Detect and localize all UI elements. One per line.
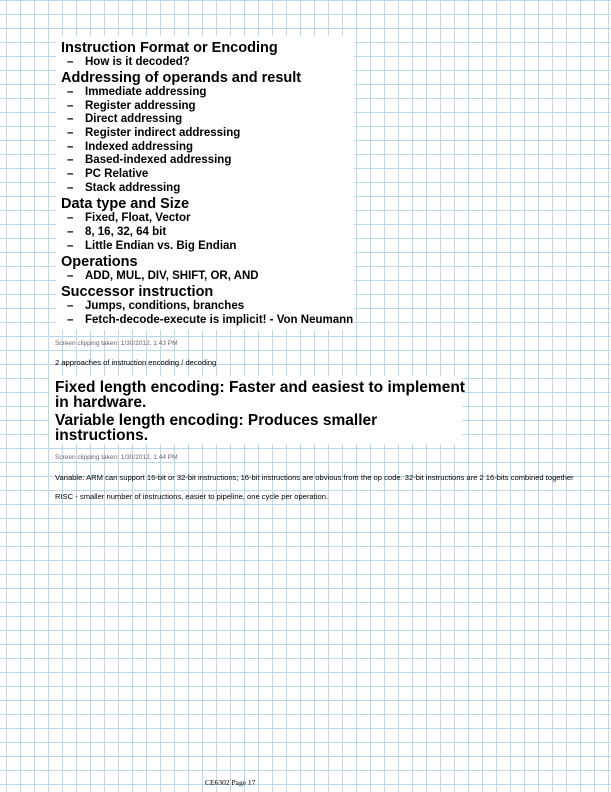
bullet-stack [67,182,180,195]
clipping-timestamp-1: Screen clipping taken: 1/30/2012, 1:43 PM [55,340,178,347]
heading-addressing: Addressing of operands and result [61,70,302,86]
bullet-text: 8, 16, 32, 64 bit [85,226,167,238]
bullet-text: Jumps, conditions, branches [85,300,245,312]
bullet-text: Immediate addressing [85,86,207,98]
dash: – [67,86,74,98]
bullet-immediate [67,86,206,99]
heading-instruction-format: Instruction Format or Encoding [61,40,278,56]
bullet-text: How is it decoded? [85,56,190,68]
heading-successor: Successor instruction [61,284,214,300]
dash: – [67,56,74,68]
variable-length-line-1: Variable length encoding: Produces smaller [55,412,378,429]
fixed-length-line-2: in hardware. [55,394,147,411]
dash: – [67,226,74,238]
dash: – [67,113,74,125]
dash: – [67,240,74,252]
bullet-register-indirect [67,127,240,140]
bullet-text: Register indirect addressing [85,127,241,139]
dash: – [67,168,74,180]
bullet-based-indexed [67,154,231,167]
bullet-endian [67,240,236,253]
note-approaches: 2 approaches of instruction encoding / decoding [55,358,217,367]
bullet-text: Register addressing [85,100,196,112]
bullet-direct [67,113,182,126]
page-footer: CE6302 Page 17 [205,778,256,787]
dash: – [67,270,74,282]
heading-data-type: Data type and Size [61,196,190,212]
bullet-decoded [67,56,190,69]
dash: – [67,300,74,312]
fixed-length-line-1: Fixed length encoding: Faster and easiest to implement [55,379,465,396]
heading-operations: Operations [61,254,138,270]
bullet-ops [67,270,259,283]
dash: – [67,141,74,153]
bullet-text: ADD, MUL, DIV, SHIFT, OR, AND [85,270,259,282]
bullet-text: Fixed, Float, Vector [85,212,191,224]
bullet-text: Stack addressing [85,182,181,194]
bullet-indexed [67,141,193,154]
dash: – [67,182,74,194]
clipping-timestamp-2: Screen clipping taken: 1/30/2012, 1:44 PM [55,454,178,461]
bullet-text: Direct addressing [85,113,183,125]
dash: – [67,100,74,112]
note-risc: RISC - smaller number of instructions, easier to pipeline, one cycle per operation. [55,492,329,501]
dash: – [67,212,74,224]
bullet-jumps [67,300,244,313]
bullet-bit-sizes [67,226,166,239]
bullet-text: PC Relative [85,168,149,180]
dash: – [67,127,74,139]
bullet-text: Based-indexed addressing [85,154,232,166]
bullet-register [67,100,196,113]
bullet-text: Indexed addressing [85,141,194,153]
bullet-fixed-float [67,212,190,225]
bullet-text: Fetch-decode-execute is implicit! - Von Neumann [85,314,354,326]
bullet-text: Little Endian vs. Big Endian [85,240,237,252]
dash: – [67,314,74,326]
note-arm-variable: Variable: ARM can support 16-bit or 32-bit instructions; 16-bit instructions are obvious from the op code. 32-bit instructions are 2 16-bits combined together [55,473,574,482]
bullet-pc-relative [67,168,148,181]
bullet-fetch-decode [67,314,353,327]
variable-length-line-2: instructions. [55,427,149,444]
dash: – [67,154,74,166]
